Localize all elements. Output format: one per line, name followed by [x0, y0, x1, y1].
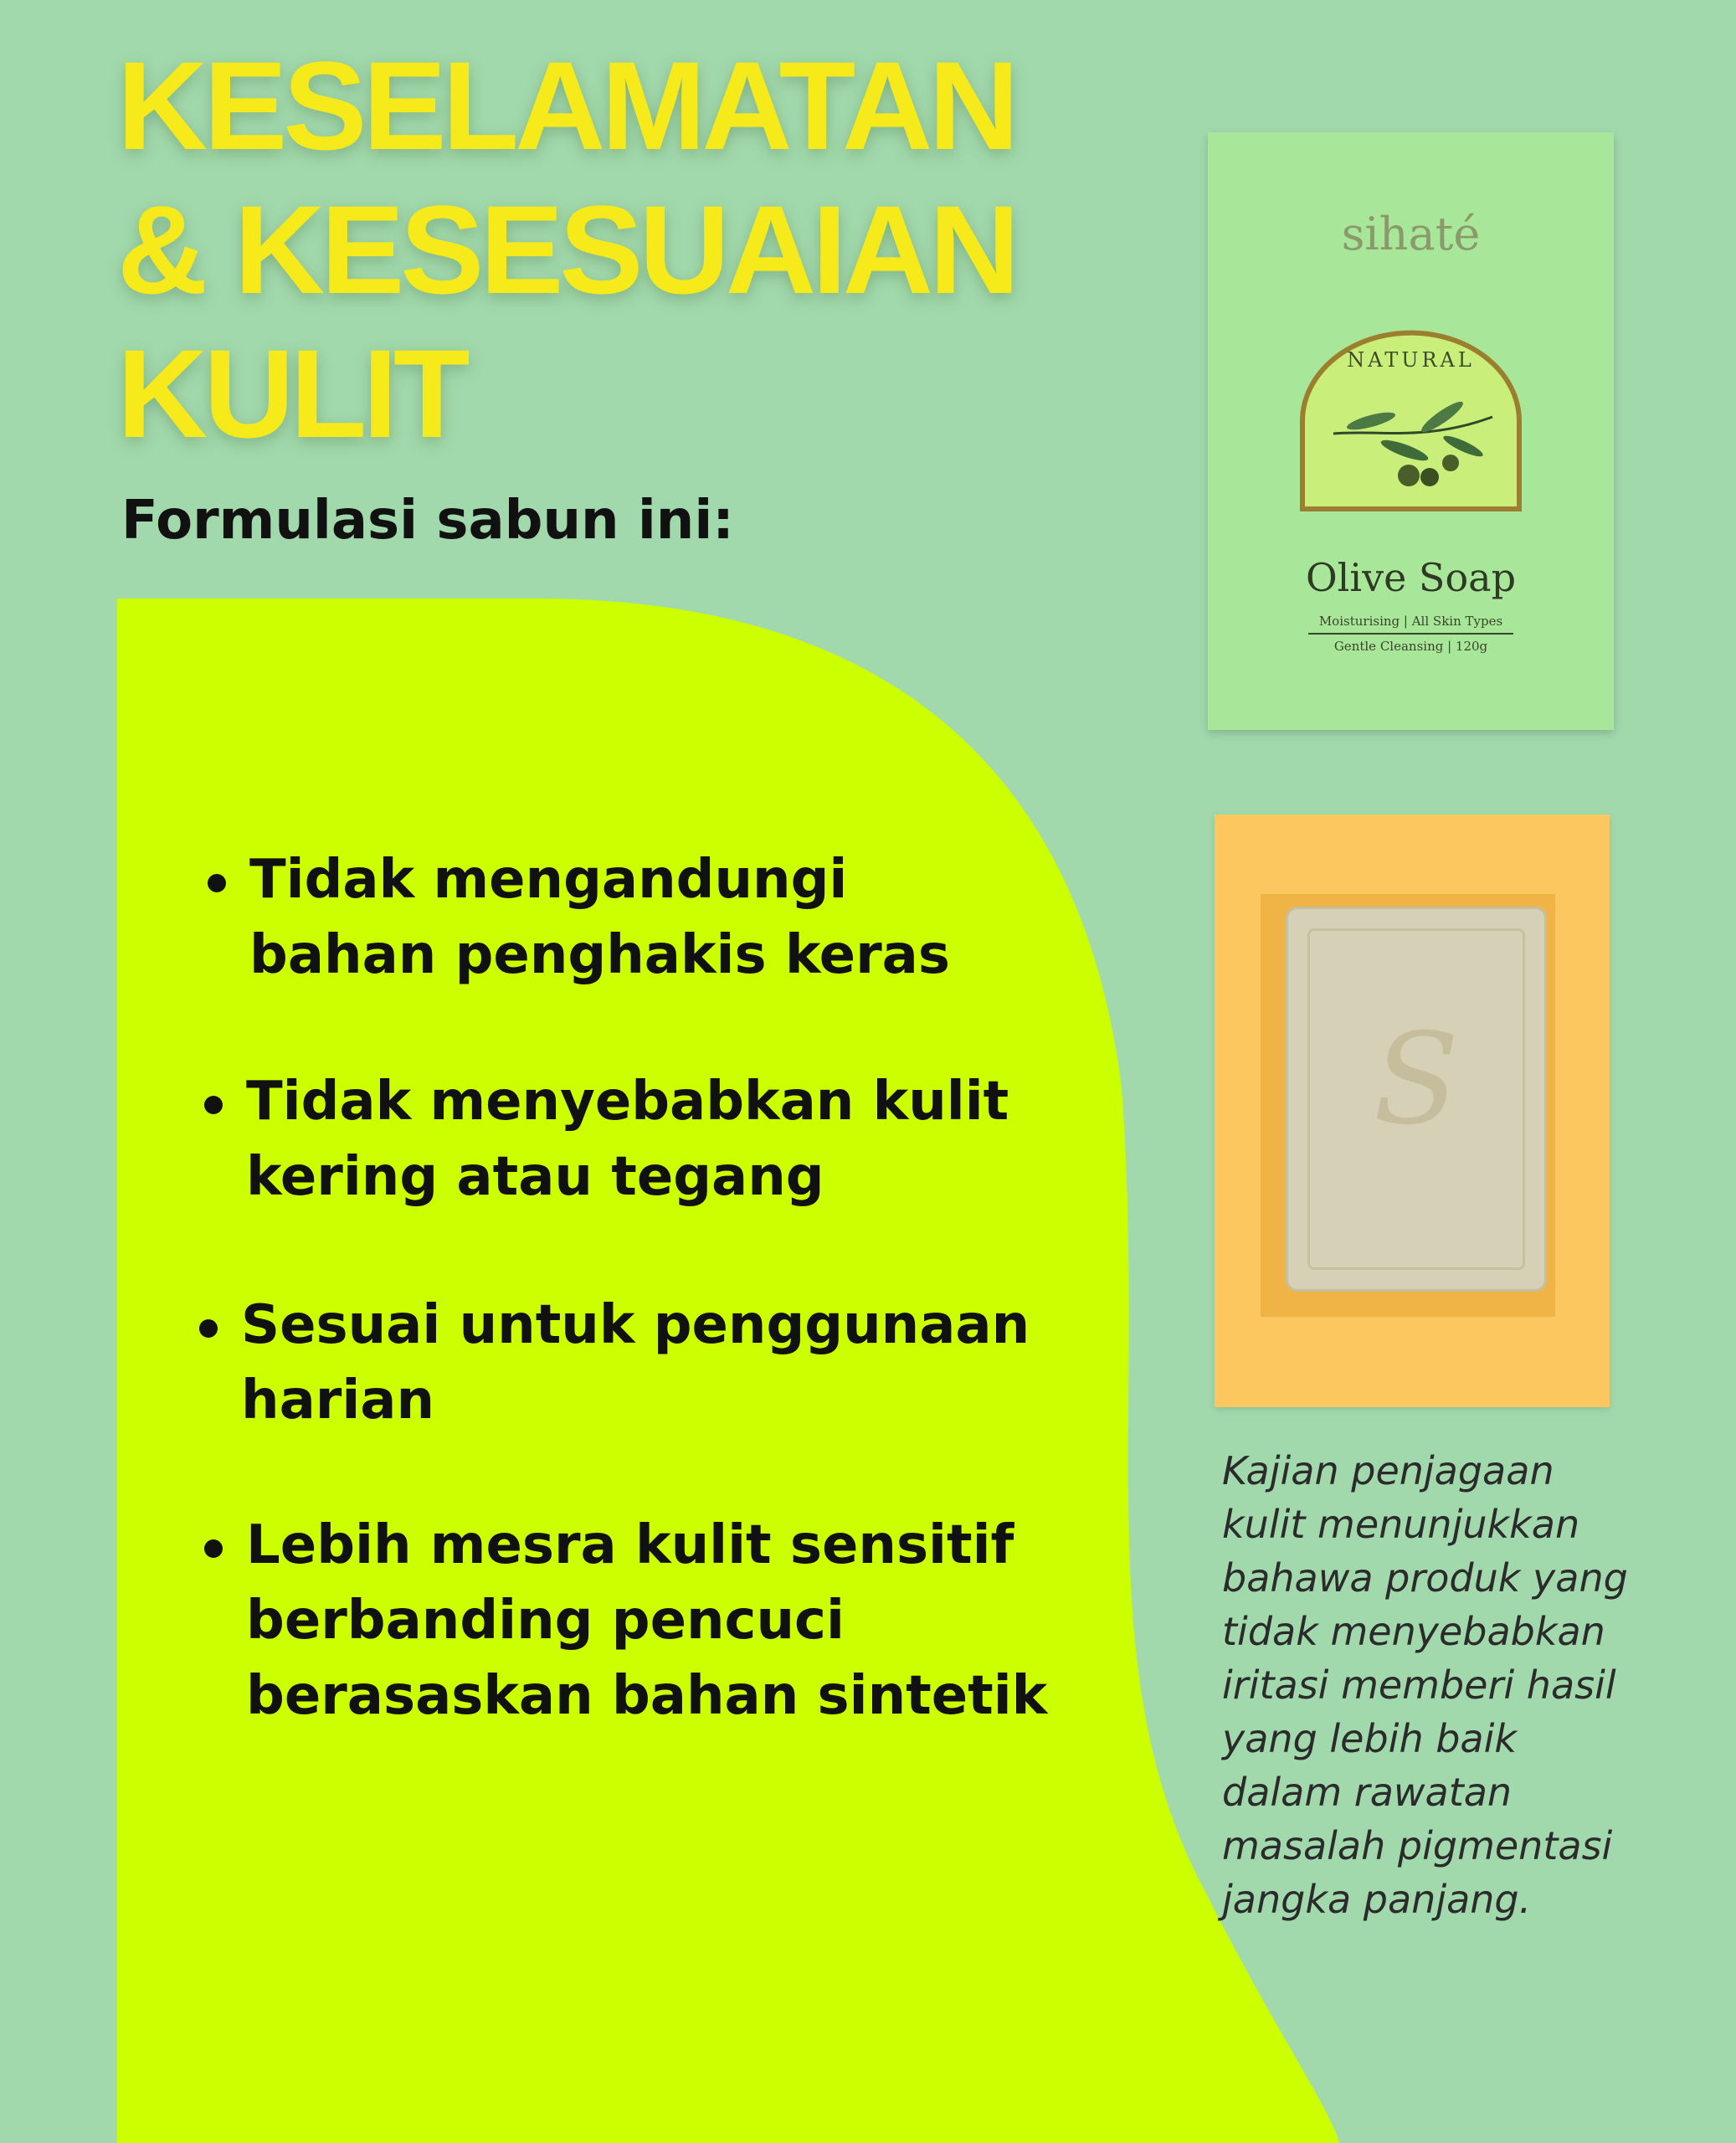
bullet-text: Sesuai untuk penggunaan harian	[241, 1294, 1030, 1431]
bullet-item-2	[204, 1064, 1167, 1215]
product-tagline-2: Gentle Cleansing | 120g	[1333, 639, 1488, 654]
subtitle: Formulasi sabun ini:	[121, 490, 734, 552]
research-note: Kajian penjagaan kulit menunjukkan bahawa produk yang tidak menyebabkan iritasi memberi hasil yang lebih baik dalam rawatan masalah pigmentasi jangka panjang.	[1222, 1448, 1628, 1922]
bullet-dot	[208, 874, 226, 892]
brand-logo: sihaté	[1341, 208, 1481, 260]
bullet-item-4	[204, 1508, 1167, 1734]
title-line-3: KULIT	[117, 323, 466, 464]
product-box-image	[1208, 132, 1614, 730]
bullet-dot	[199, 1319, 218, 1338]
title-line-1: KESELAMATAN	[117, 35, 1015, 176]
product-tagline-1: Moisturising | All Skin Types	[1318, 614, 1503, 629]
title-line-2: & KESESUAIAN	[117, 179, 1016, 320]
divider	[1308, 633, 1513, 635]
soap-tray-image	[1215, 815, 1610, 1407]
bullet-text: Lebih mesra kulit sensitif berbanding pencuci berasaskan bahan sintetik	[246, 1514, 1048, 1727]
product-name: Olive Soap	[1305, 555, 1517, 600]
soap-bar	[1286, 907, 1547, 1292]
bullet-item-3	[199, 1287, 1162, 1438]
bullet-text: Tidak mengandungi bahan penghakis keras	[249, 849, 950, 986]
bullet-item-1	[208, 842, 1170, 993]
soap-logo-emboss-icon: S	[1373, 1007, 1460, 1153]
bullet-dot	[204, 1539, 223, 1558]
bullet-text: Tidak menyebabkan kulit kering atau tegang	[246, 1071, 1009, 1208]
bullet-dot	[204, 1096, 223, 1114]
olive-branch-icon	[1325, 383, 1501, 501]
natural-badge: NATURAL	[1347, 348, 1475, 372]
